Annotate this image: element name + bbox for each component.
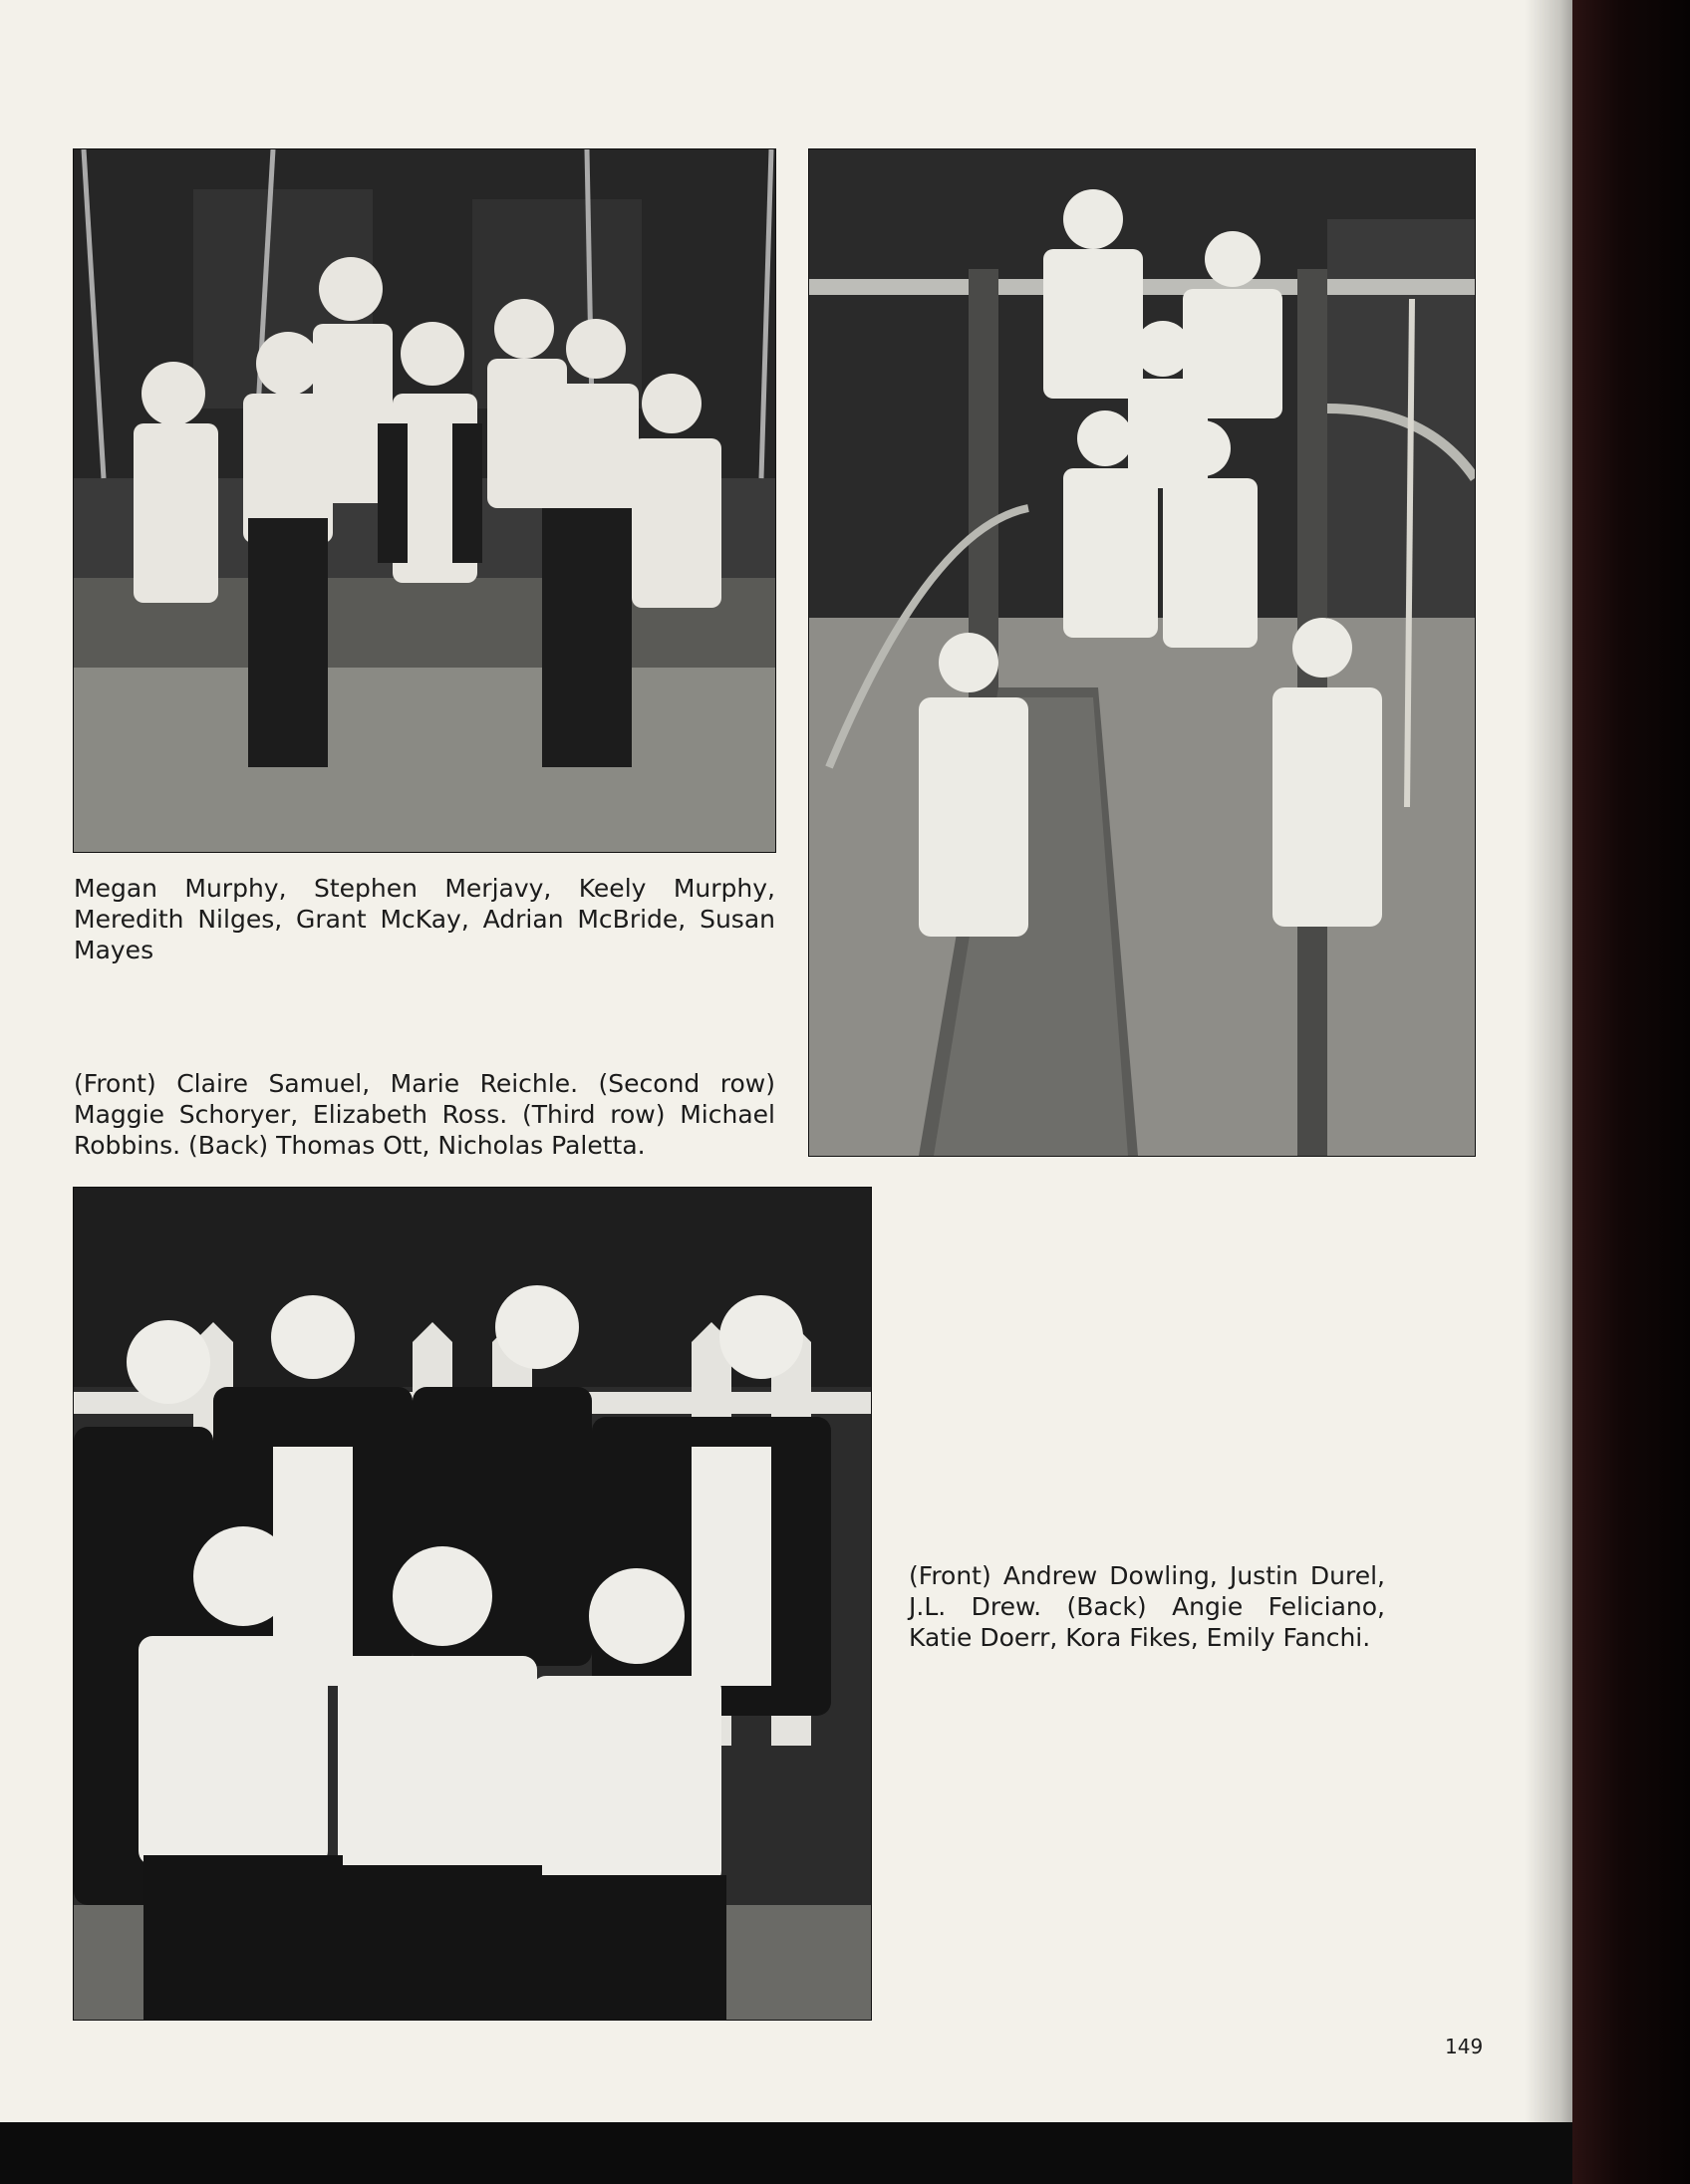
caption-swings: Megan Murphy, Stephen Merjavy, Keely Murphy, Meredith Nilges, Grant McKay, Adrian McBride, Susan Mayes <box>74 874 775 964</box>
photo-swings <box>74 149 775 852</box>
caption-fence: (Front) Andrew Dowling, Justin Durel, J.L. Drew. (Back) Angie Feliciano, Katie Doerr, Kora Fikes, Emily Fanchi. <box>909 1561 1385 1652</box>
caption-slide: (Front) Claire Samuel, Marie Reichle. (Second row) Maggie Schoryer, Elizabeth Ross. (Third row) Michael Robbins. (Back) Thomas Ott, Nicholas Paletta. <box>74 1069 775 1160</box>
photo-swings-image <box>74 149 775 852</box>
scan-bottom-edge <box>0 2122 1572 2184</box>
photo-fence-image <box>74 1188 871 2020</box>
page-number: 149 <box>1445 2035 1484 2058</box>
photo-slide-image <box>809 149 1475 1156</box>
photo-slide <box>809 149 1475 1156</box>
book-binding <box>1572 0 1690 2184</box>
photo-fence <box>74 1188 871 2020</box>
